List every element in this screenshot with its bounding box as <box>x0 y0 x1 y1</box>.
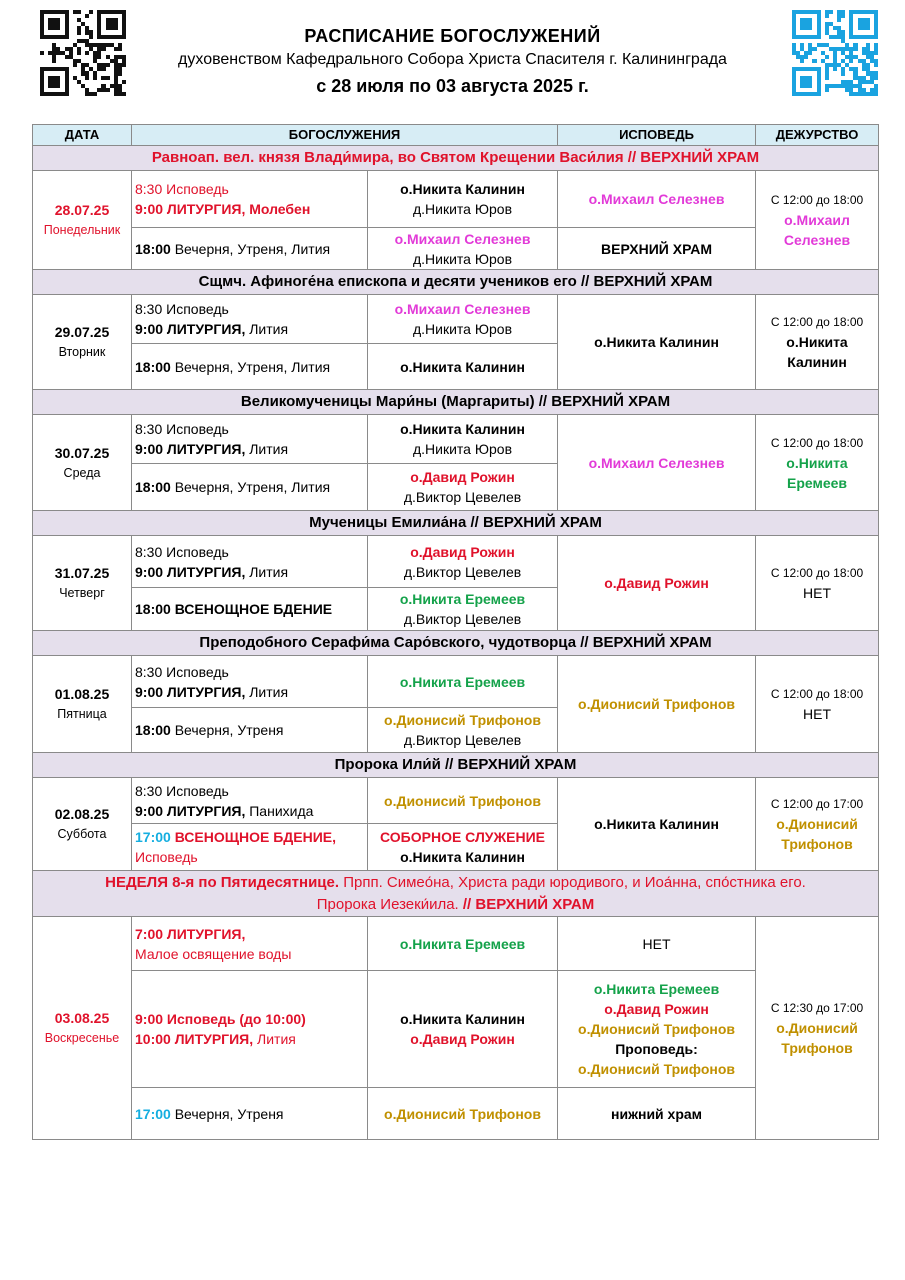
page-subtitle: духовенством Кафедрального Собора Христа Спасителя г. Калининграда <box>178 51 727 68</box>
sermon-label: Проповедь: <box>615 1041 698 1057</box>
service-cell <box>132 708 368 753</box>
deacon-name: д.Никита Юров <box>412 321 513 337</box>
service-time: 18:00 <box>135 479 171 495</box>
duty-name: о.Дионисий Трифонов <box>776 816 858 852</box>
service-line: 9:00 ЛИТУРГИЯ, <box>135 802 246 819</box>
qr-module <box>874 92 878 96</box>
service-cell <box>132 344 368 390</box>
confession-cell: о.Михаил Селезнев <box>558 171 756 228</box>
service-time: 18:00 <box>135 722 171 738</box>
col-header-duty: ДЕЖУРСТВО <box>756 125 879 146</box>
date-cell <box>33 656 132 753</box>
service-cell <box>132 778 368 824</box>
service-line: Исповедь <box>135 849 198 865</box>
service-text: Вечерня, Утреня <box>170 1105 284 1122</box>
feast-row <box>33 753 879 778</box>
feast-title: Пророка Или́й // ВЕРХНИЙ ХРАМ <box>33 753 879 778</box>
clergy-cell: о.Никита Еремеев <box>368 917 558 971</box>
service-line: 8:30 Исповедь <box>135 782 229 799</box>
service-line: 9:00 ЛИТУРГИЯ, <box>135 441 246 457</box>
weekday: Вторник <box>58 345 106 359</box>
preacher-name: о.Дионисий Трифонов <box>578 1061 735 1077</box>
clergy-name: о.Никита Калинин <box>400 181 525 197</box>
duty-cell <box>756 917 879 1140</box>
clergy-name: о.Дионисий Трифонов <box>384 712 541 728</box>
duty-cell <box>756 778 879 871</box>
table-header-row <box>33 125 879 146</box>
feast-line2: Пророка Иезеки́ила. <box>316 895 463 913</box>
date: 03.08.25 <box>54 1010 110 1026</box>
clergy-cell <box>368 536 558 588</box>
service-text: Вечерня, Утреня, Лития <box>170 358 331 375</box>
weekday: Среда <box>63 465 101 480</box>
feast-title: Равноап. вел. князя Влади́мира, во Святом Крещении Васи́лия // ВЕРХНИЙ ХРАМ <box>33 146 879 171</box>
weekday: Воскресенье <box>44 1031 120 1045</box>
deacon-name: д.Виктор Цевелев <box>403 732 522 748</box>
duty-time: С 12:00 до 18:00 <box>770 687 864 701</box>
service-cell <box>132 971 368 1088</box>
service-time: 18:00 <box>135 240 171 257</box>
clergy-cell: о.Дионисий Трифонов <box>368 1088 558 1140</box>
clergy-cell <box>368 228 558 270</box>
clergy-name: о.Давид Рожин <box>410 1031 515 1047</box>
confession-cell: о.Михаил Селезнев <box>558 415 756 511</box>
service-line: 9:00 ЛИТУРГИЯ, <box>135 563 246 580</box>
confessor-name: о.Давид Рожин <box>604 1001 709 1017</box>
service-line: Малое освящение воды <box>135 945 292 962</box>
service-line: 8:30 Исповедь <box>135 663 229 680</box>
clergy-name: о.Никита Калинин <box>400 849 525 865</box>
date-range: с 28 июля по 03 августа 2025 г. <box>316 76 589 96</box>
feast-row <box>33 146 879 171</box>
service-cell <box>132 415 368 464</box>
clergy-cell: о.Дионисий Трифонов <box>368 778 558 824</box>
clergy-cell: о.Никита Калинин <box>368 344 558 390</box>
date-cell <box>33 295 132 390</box>
clergy-name: СОБОРНОЕ СЛУЖЕНИЕ <box>380 829 545 845</box>
clergy-name: о.Никита Еремеев <box>399 591 526 607</box>
duty-name: НЕТ <box>803 585 832 601</box>
table-row <box>33 171 879 228</box>
feast-row <box>33 511 879 536</box>
service-cell <box>132 656 368 708</box>
clergy-cell <box>368 171 558 228</box>
service-line: 8:30 Исповедь <box>135 301 229 317</box>
service-cell <box>132 464 368 511</box>
clergy-cell <box>368 971 558 1088</box>
service-line: 8:30 Исповедь <box>135 543 229 560</box>
feast-title: Преподобного Серафи́ма Саро́вского, чудотворца // ВЕРХНИЙ ХРАМ <box>33 631 879 656</box>
table-row <box>33 1088 879 1140</box>
service-cell <box>132 824 368 871</box>
service-cell: 18:00 ВСЕНОЩНОЕ БДЕНИЕ <box>132 588 368 631</box>
table-row <box>33 656 879 708</box>
confessor-name: о.Дионисий Трифонов <box>578 1021 735 1037</box>
service-line: 10:00 ЛИТУРГИЯ, <box>135 1031 254 1047</box>
clergy-cell <box>368 464 558 511</box>
feast-row <box>33 871 879 917</box>
service-text: Лития <box>245 441 289 457</box>
duty-name: НЕТ <box>803 706 832 722</box>
deacon-name: д.Никита Юров <box>412 441 513 457</box>
service-cell <box>132 917 368 971</box>
duty-cell <box>756 171 879 270</box>
date-cell <box>33 917 132 1140</box>
confession-cell: о.Дионисий Трифонов <box>558 656 756 753</box>
col-header-services: БОГОСЛУЖЕНИЯ <box>132 125 558 146</box>
service-cell <box>132 1088 368 1140</box>
duty-cell <box>756 656 879 753</box>
schedule-table <box>32 124 879 1140</box>
feast-row <box>33 270 879 295</box>
feast-row <box>33 390 879 415</box>
confession-cell: нижний храм <box>558 1088 756 1140</box>
service-time: 17:00 <box>135 1105 171 1122</box>
deacon-name: д.Виктор Цевелев <box>403 611 522 627</box>
deacon-name: д.Виктор Цевелев <box>403 489 522 505</box>
confession-cell: о.Никита Калинин <box>558 295 756 390</box>
duty-cell <box>756 295 879 390</box>
service-text: Лития <box>245 683 289 700</box>
table-row <box>33 971 879 1088</box>
service-text: Лития <box>245 563 289 580</box>
service-line: 8:30 Исповедь <box>135 181 229 197</box>
deacon-name: д.Виктор Цевелев <box>403 563 522 580</box>
date: 30.07.25 <box>54 444 110 461</box>
table-row <box>33 415 879 464</box>
duty-name: о.Никита Еремеев <box>786 454 848 491</box>
duty-time: С 12:00 до 17:00 <box>770 797 864 811</box>
service-text: Лития <box>253 1031 296 1047</box>
service-text: Лития <box>245 321 289 337</box>
service-cell <box>132 228 368 270</box>
weekday: Пятница <box>57 707 107 721</box>
clergy-name: о.Давид Рожин <box>410 469 515 485</box>
duty-cell <box>756 536 879 631</box>
date-cell <box>33 536 132 631</box>
clergy-name: о.Михаил Селезнев <box>394 230 531 247</box>
qr-code-vk-icon <box>40 10 126 96</box>
service-line: 7:00 ЛИТУРГИЯ, <box>135 925 246 942</box>
service-time: 17:00 <box>135 829 171 845</box>
date: 01.08.25 <box>54 686 110 702</box>
feast-title: Великомученицы Мари́ны (Маргариты) // ВЕРХНИЙ ХРАМ <box>33 390 879 415</box>
table-row <box>33 295 879 344</box>
service-cell <box>132 171 368 228</box>
duty-cell <box>756 415 879 511</box>
confession-cell: о.Давид Рожин <box>558 536 756 631</box>
service-line: 9:00 ЛИТУРГИЯ, <box>135 321 246 337</box>
date: 02.08.25 <box>54 806 110 822</box>
clergy-name: о.Давид Рожин <box>410 543 515 560</box>
duty-time: С 12:00 до 18:00 <box>770 566 864 580</box>
service-text: Вечерня, Утреня, Лития <box>170 240 331 257</box>
feast-title: Мученицы Емилиа́на // ВЕРХНИЙ ХРАМ <box>33 511 879 536</box>
confession-cell <box>558 971 756 1088</box>
clergy-name: о.Михаил Селезнев <box>394 301 531 317</box>
confession-cell: НЕТ <box>558 917 756 971</box>
confession-cell: о.Никита Калинин <box>558 778 756 871</box>
deacon-name: д.Никита Юров <box>412 250 513 267</box>
col-header-date: ДАТА <box>33 125 132 146</box>
feast-title <box>33 871 879 917</box>
service-text: ВСЕНОЩНОЕ БДЕНИЕ, <box>170 829 336 845</box>
date-cell <box>33 415 132 511</box>
service-text: Панихида <box>245 802 314 819</box>
duty-name: о.Михаил Селезнев <box>783 212 851 248</box>
clergy-cell <box>368 415 558 464</box>
confession-cell: ВЕРХНИЙ ХРАМ <box>558 228 756 270</box>
feast-text: Прпп. Симео́на, Христа ради юродивого, и Иоа́нна, спо́стника его. <box>339 873 806 891</box>
duty-time: С 12:30 до 17:00 <box>770 1001 864 1015</box>
service-cell <box>132 295 368 344</box>
clergy-cell <box>368 824 558 871</box>
service-time: 18:00 <box>135 358 171 375</box>
feast-tail: // ВЕРХНИЙ ХРАМ <box>462 895 595 913</box>
page-header <box>130 24 775 100</box>
feast-title: Сщмч. Афиноге́на епископа и десяти учеников его // ВЕРХНИЙ ХРАМ <box>33 270 879 295</box>
table-row <box>33 536 879 588</box>
col-header-confession: ИСПОВЕДЬ <box>558 125 756 146</box>
qr-code-telegram-icon <box>792 10 878 96</box>
weekday: Суббота <box>57 827 107 841</box>
date: 31.07.25 <box>54 565 110 581</box>
service-line: 9:00 ЛИТУРГИЯ, Молебен <box>135 201 311 217</box>
clergy-cell <box>368 708 558 753</box>
service-line: 8:30 Исповедь <box>135 421 229 437</box>
clergy-cell <box>368 588 558 631</box>
date: 29.07.25 <box>54 324 110 340</box>
table-row <box>33 778 879 824</box>
date-cell <box>33 778 132 871</box>
feast-bold: НЕДЕЛЯ 8-я по Пятидесятнице. <box>105 873 340 891</box>
service-cell <box>132 536 368 588</box>
duty-name: о.Никита Калинин <box>786 334 848 370</box>
clergy-name: о.Никита Калинин <box>400 421 525 437</box>
duty-name: о.Дионисий Трифонов <box>776 1020 858 1056</box>
qr-module <box>122 92 126 96</box>
confessor-name: о.Никита Еремеев <box>593 981 720 997</box>
feast-row <box>33 631 879 656</box>
service-text: Вечерня, Утреня <box>170 722 284 738</box>
date-cell <box>33 171 132 270</box>
deacon-name: д.Никита Юров <box>412 201 513 217</box>
weekday: Понедельник <box>43 223 121 237</box>
clergy-cell: о.Никита Еремеев <box>368 656 558 708</box>
duty-time: С 12:00 до 18:00 <box>770 315 864 329</box>
duty-time: С 12:00 до 18:00 <box>770 435 864 450</box>
service-line: 9:00 ЛИТУРГИЯ, <box>135 683 246 700</box>
clergy-name: о.Никита Калинин <box>400 1011 525 1027</box>
table-row <box>33 228 879 270</box>
clergy-cell <box>368 295 558 344</box>
date: 28.07.25 <box>54 202 110 218</box>
service-text: Вечерня, Утреня, Лития <box>170 479 331 495</box>
weekday: Четверг <box>59 586 105 600</box>
service-line: 9:00 Исповедь (до 10:00) <box>135 1011 306 1027</box>
table-row <box>33 917 879 971</box>
page-title: РАСПИСАНИЕ БОГОСЛУЖЕНИЙ <box>304 26 601 46</box>
duty-time: С 12:00 до 18:00 <box>770 193 864 207</box>
